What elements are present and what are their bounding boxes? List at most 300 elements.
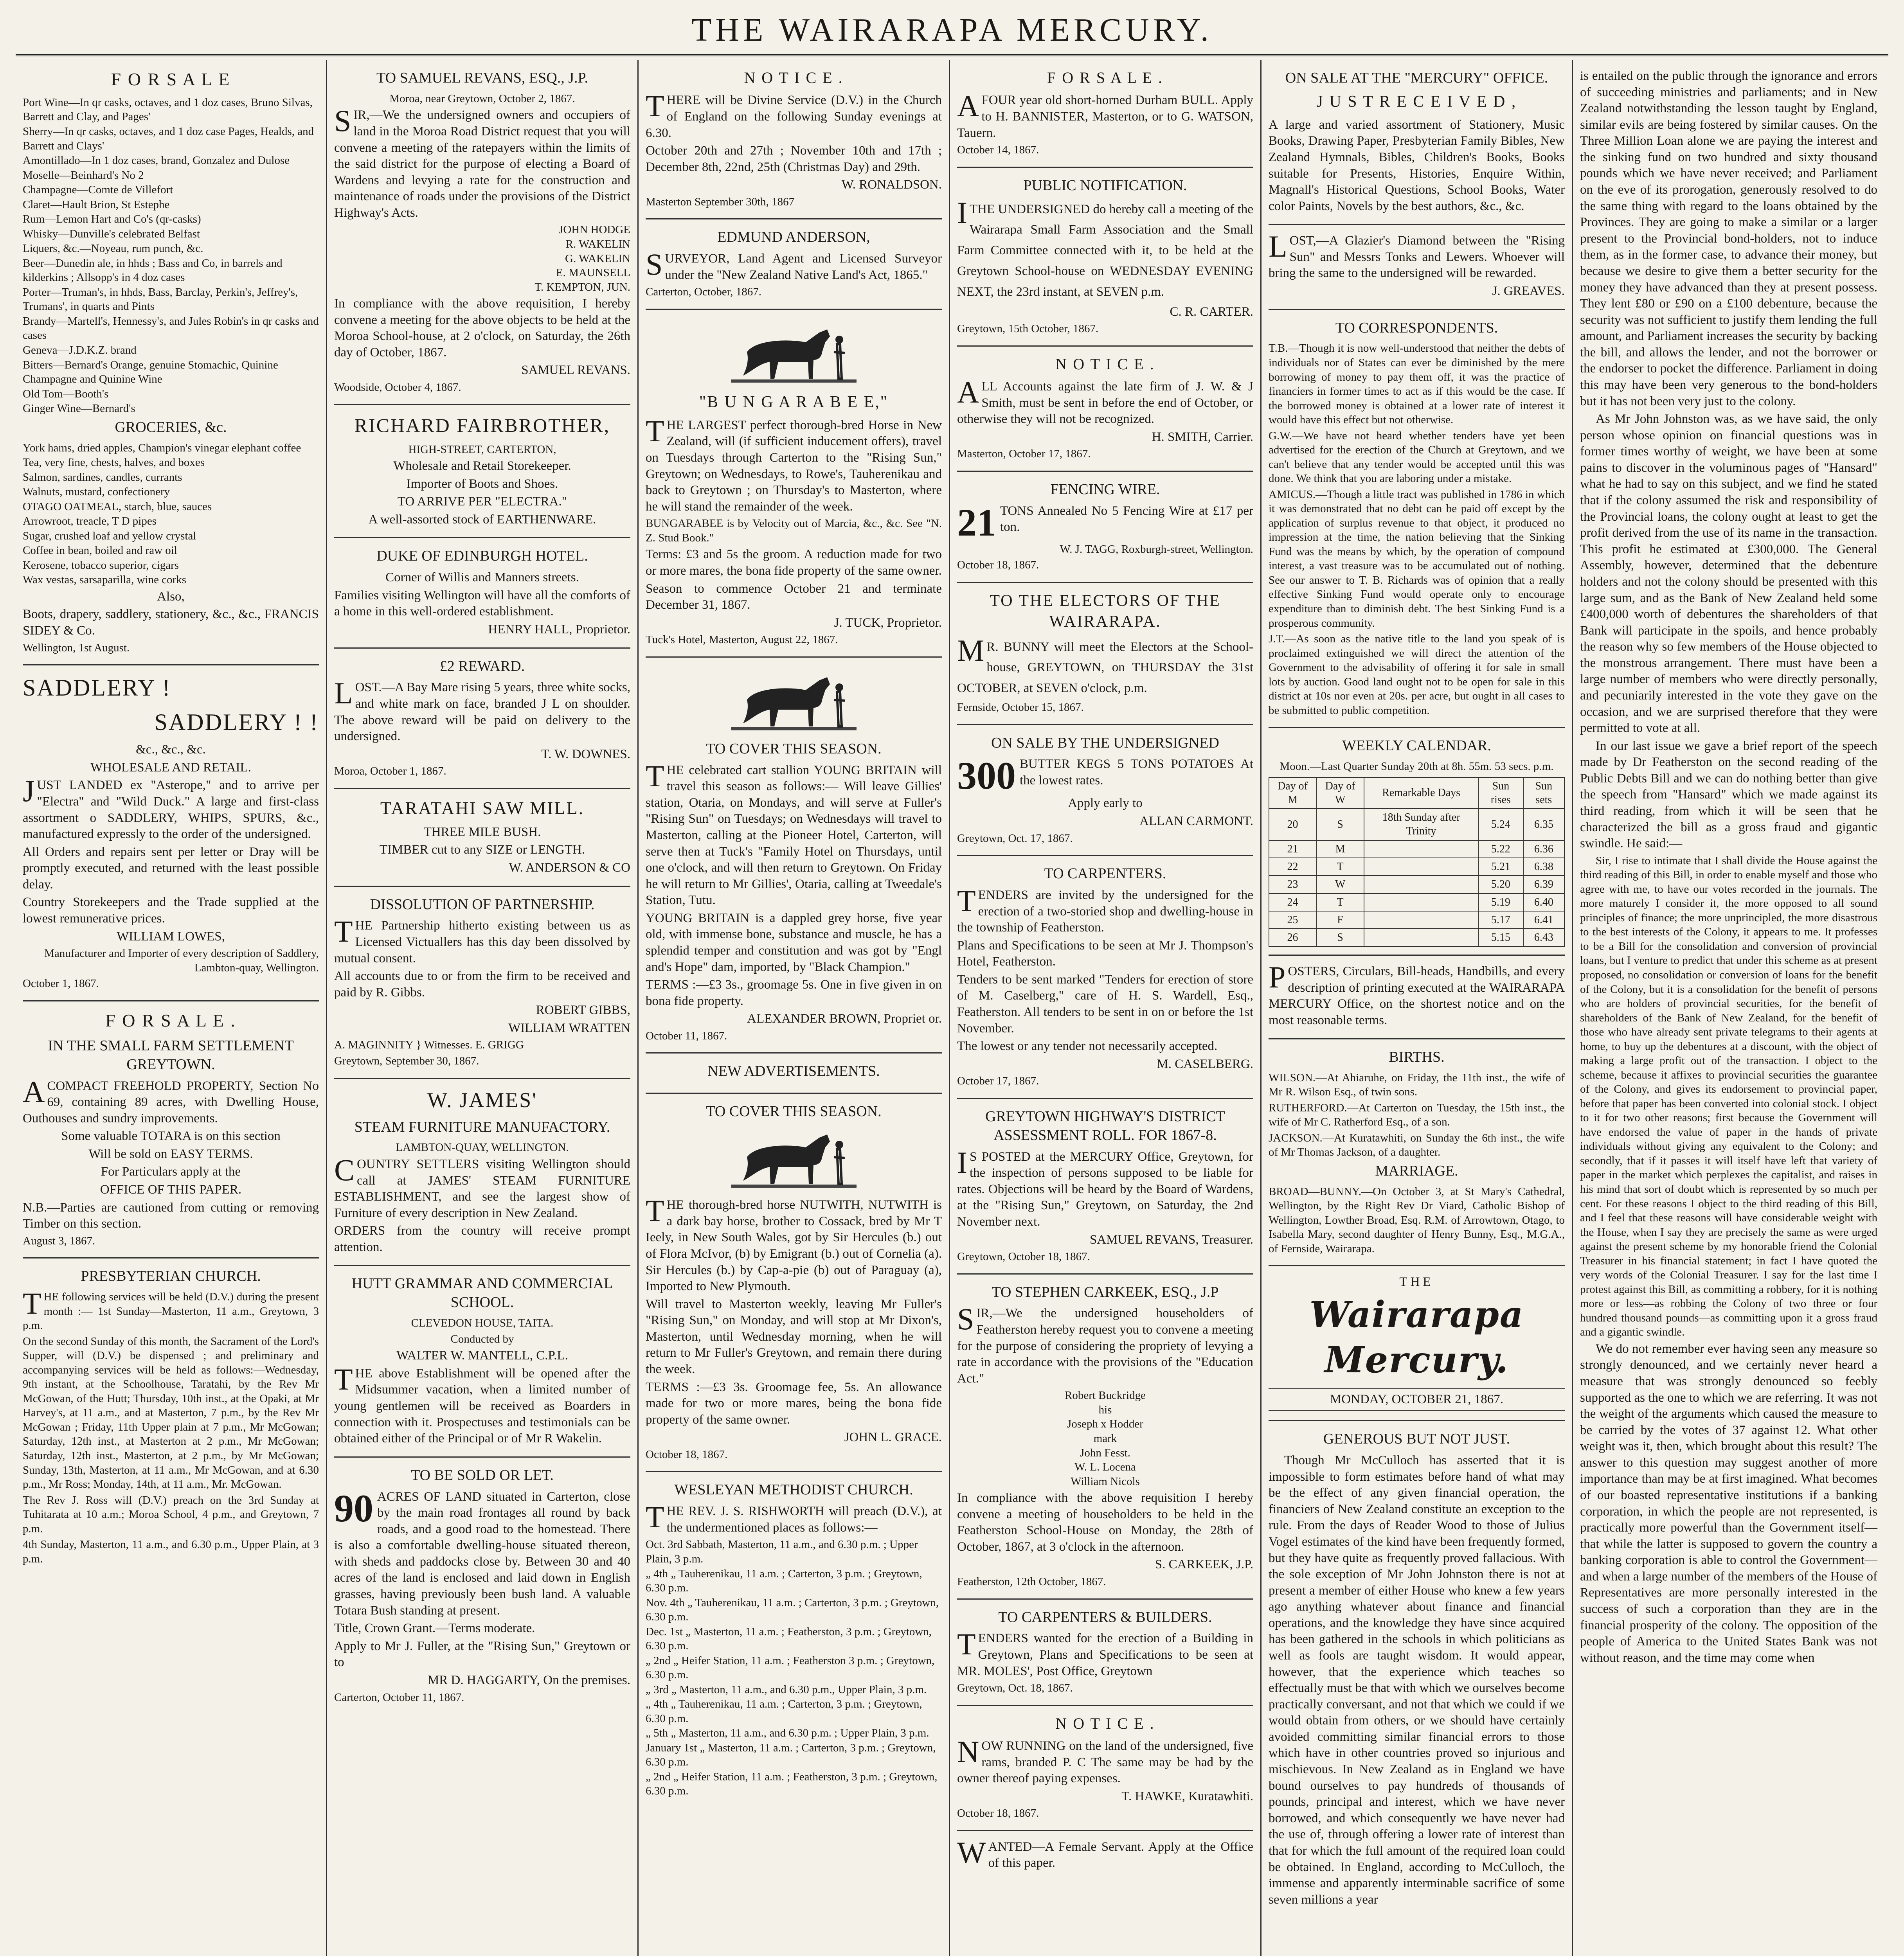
table-row xyxy=(1269,840,1564,858)
ad-text: ACRES OF LAND situated in Carterton, close by the main road frontages all round by back roads, and a good road to the homestead. There is also a comfortable dwelling-house situated thereon, with sheds and paddocks close by. Between 30 and 40 acres of the land is enclosed and laid down in English grasses, having previously been bush land. A valuable Totara Bush standing at present. xyxy=(334,1489,630,1618)
column-6 xyxy=(1573,60,1884,1956)
ad-subtitle: IN THE SMALL FARM SETTLEMENT GREYTOWN. xyxy=(48,1037,294,1073)
list-item: R. WAKELIN xyxy=(565,237,630,250)
list-item: T. KEMPTON, JUN. xyxy=(534,280,630,293)
column-5 xyxy=(1262,60,1573,1956)
ad-text: Terms: £3 and 5s the groom. A reduction made for two or more mares, the bona fide property of the same owner. xyxy=(646,547,942,578)
list-item: Oct. 3rd Sabbath, Masterton, 11 a.m., and 6.30 p.m. ; Upper Plain, 3 p.m. xyxy=(646,1538,918,1565)
ad-farm-sale xyxy=(23,1001,319,1258)
ad-text: In compliance with the above requisition I hereby convene a meeting of householders to be held in the Featherston School-House on Monday, the 28th of October, 1867, at 3 o'clock in the afternoon. xyxy=(957,1491,1253,1554)
ad-text: THE REV. J. S. RISHWORTH will preach (D.V.), at the undermentioned places as follows:— xyxy=(646,1500,942,1535)
list-item: Tea, very fine, chests, halves, and boxes xyxy=(23,456,205,469)
ad-title: TO SAMUEL REVANS, ESQ., J.P. xyxy=(376,70,588,86)
ad-text: JACKSON.—At Kuratawhiti, on Sunday the 6th inst., the wife of Mr Thomas Jackson, of a daughter. xyxy=(1269,1131,1565,1159)
ad-signature: JOHN L. GRACE. xyxy=(844,1430,942,1445)
ad-fairbrother xyxy=(334,405,630,539)
ad-text: October 20th and 27th ; November 10th and 17th ; December 8th, 22nd, 25th (Christmas Day) and 29th. xyxy=(646,144,942,174)
ad-text: SURVEYOR, Land Agent and Licensed Surveyor under the "New Zealand Native Land's Act, 1865." xyxy=(646,247,942,282)
table-cell: 18th Sunday after Trinity xyxy=(1364,809,1478,840)
ad-date: Featherston, 12th October, 1867. xyxy=(957,1575,1106,1588)
ad-title: DUKE OF EDINBURGH HOTEL. xyxy=(376,548,588,565)
ad-text: AFOUR year old short-horned Durham BULL. Apply to H. BANNISTER, Masterton, or to G. WATSON, Tauern. xyxy=(957,89,1253,140)
ad-carpenters xyxy=(957,856,1253,1099)
table-cell: 5.20 xyxy=(1478,876,1523,893)
ad-date: October 18, 1867. xyxy=(957,559,1039,572)
ad-text: JUST LANDED ex "Asterope," and to arrive per "Electra" and "Wild Duck." A large and first-class assortment o SADDLERY, WHIPS, SPURS, &c., manufactured expressly to the order of the undersigned. xyxy=(23,774,319,841)
ad-text: CLEVEDON HOUSE, TAITA. xyxy=(411,1317,554,1330)
ad-date: Tuck's Hotel, Masterton, August 22, 1867. xyxy=(646,633,838,646)
ad-presbyterian xyxy=(23,1258,319,1575)
ad-text: LOST,—A Glazier's Diamond between the "Rising Sun" and Messrs Tonks and Lewers. Whoever will bring the same to the undersigned will be rewarded. xyxy=(1269,229,1565,280)
ad-text: WALTER W. MANTELL, C.P.L. xyxy=(396,1348,568,1363)
ad-text: Wholesale and Retail Storekeeper. xyxy=(393,459,571,473)
ad-text: A large and varied assortment of Stationery, Music Books, Drawing Paper, Presbyterian Family Bibles, New Zealand Hymnals, Bibles, Children's Books, Books suitable for Presents, Histories, Enquire Within, Magnall's Historical Questions, School Books, Water color Paints, Novels by the best authors, &c., &c. xyxy=(1269,117,1565,213)
ad-text: ITHE UNDERSIGNED do hereby call a meeting of the Wairarapa Small Farm Association and the Small Farm Committee connected with it, to be held at the Greytown School-house on WEDNESDAY EVENING NEXT, the 23rd instant, at SEVEN p.m. xyxy=(957,195,1253,299)
ad-title: N O T I C E . xyxy=(744,69,844,86)
section-heading: BIRTHS. xyxy=(1389,1048,1445,1065)
list-item: „ 3rd „ Masterton, 11 a.m., and 6.30 p.m., Upper Plain, 3 p.m. xyxy=(646,1683,927,1696)
ad-electors xyxy=(957,583,1253,725)
calendar-table xyxy=(1269,777,1565,947)
big-number: 90 xyxy=(334,1486,373,1530)
ad-text: Conducted by xyxy=(450,1332,514,1345)
list-item: Sugar, crushed loaf and yellow crystal xyxy=(23,529,196,542)
correspondents xyxy=(1269,310,1565,728)
ad-title: W. JAMES' xyxy=(427,1088,537,1112)
table-cell: F xyxy=(1316,911,1364,929)
ad-signature: ROBERT GIBBS, xyxy=(536,1003,630,1018)
list-item: John Fesst. xyxy=(1080,1446,1130,1459)
ad-text: NOW RUNNING on the land of the undersigned, five rams, branded P. C The same may be had by the owner thereof paying expenses. xyxy=(957,1735,1253,1786)
ad-date: Masterton, October 17, 1867. xyxy=(957,448,1091,460)
wine-list xyxy=(23,95,319,416)
ad-text: Country Storekeepers and the Trade supplied at the lowest remunerative prices. xyxy=(23,895,319,926)
list-item: Geneva—J.D.K.Z. brand xyxy=(23,343,137,356)
ad-title: "B U N G A R A B E E," xyxy=(699,393,889,411)
horse-illustration-icon xyxy=(731,321,857,387)
list-item: Kerosene, tobacco superior, cigars xyxy=(23,559,179,572)
ad-text xyxy=(957,500,1253,544)
table-header: Day of M xyxy=(1269,777,1316,809)
ad-mercury-office xyxy=(1269,60,1565,225)
births-marriages xyxy=(1269,1039,1565,1267)
ad-text: BUTTER KEGS 5 TONS POTATOES At the lowest rates. xyxy=(1020,757,1253,787)
ad-text: Will travel to Masterton weekly, leaving Mr Fuller's "Rising Sun," on Monday, and will stop at Mr Dixon's, Masterton, until Wednesday morning, when he will return to Mr Fuller's Greytown, and remain there during the week. xyxy=(646,1297,942,1376)
ad-text: N.B.—Parties are cautioned from cutting or removing Timber on this section. xyxy=(23,1200,319,1231)
table-cell: 26 xyxy=(1269,929,1316,946)
grocery-list xyxy=(23,441,319,587)
ad-signature: C. R. CARTER. xyxy=(1170,304,1253,319)
ad-signature: MR D. HAGGARTY, On the premises. xyxy=(427,1673,630,1687)
ad-wines xyxy=(23,60,319,665)
table-cell xyxy=(1364,894,1478,911)
ad-text: In compliance with the above requisition, I hereby convene a meeting for the above objects to be held at the Moroa School-house, at 2 o'clock, on Saturday, the 26th day of October, 1867. xyxy=(334,297,630,360)
ad-text: For Particulars apply at the xyxy=(101,1165,241,1179)
list-item: „ 2nd „ Heifer Station, 11 a.m. ; Featherston 3 p.m. ; Greytown, 6.30 p.m. xyxy=(646,1654,935,1681)
ad-title: DISSOLUTION OF PARTNERSHIP. xyxy=(370,896,595,913)
ad-subtitle: THREE MILE BUSH. xyxy=(423,825,541,839)
table-cell: 6.38 xyxy=(1523,858,1564,876)
ad-date: October 11, 1867. xyxy=(646,1029,727,1042)
editorial-text: As Mr John Johnston was, as we have said, the only person whose opinion on financial questions was in former times worthy of weight, we have been at some pains to discover in the voluminous pages of "Hansard" what he had to say on this subject, and we find he stated that if the colony assumed the risk and responsibility of the Provincial loans, the colony ought at least to get the profit derived from the use of its name in the transaction. This profit he estimated at £300,000. The General Assembly, however, determined that the debenture holders and not the colony should be presented with this large sum, and as the Bank of New Zealand held some £400,000 worth of debentures the shareholders of that Bank will participate in the spoils, and hence probably the reason why so few members of the House objected to the monstrous arrangement. There must have been a large number of members who were directly personally, and pecuniarily interested in the vote they gave on the occasion, and we are surprised therefore that they were permitted to vote at all. xyxy=(1580,412,1877,735)
service-list xyxy=(646,1537,942,1798)
ad-title: PRESBYTERIAN CHURCH. xyxy=(81,1268,261,1285)
columns xyxy=(16,60,1888,1956)
list-item: York hams, dried apples, Champion's vinegar elephant coffee xyxy=(23,441,301,454)
table-cell xyxy=(1364,929,1478,946)
table-row xyxy=(1269,894,1564,911)
table-header: Sun sets xyxy=(1523,777,1564,809)
ad-text: WHOLESALE AND RETAIL. xyxy=(90,760,251,775)
table-cell: 6.35 xyxy=(1523,809,1564,840)
list-item: Port Wine—In qr casks, octaves, and 1 doz cases, Bruno Silvas, Barrett and Clay, and Pages' xyxy=(23,96,313,123)
ad-text: T.B.—Though it is now well-understood that neither the debts of individuals nor of States can ever be diminished by the mere borrowing of money to pay them off, it was the practice of financiers in former times to act as if this would be the case. If the borrowed money is obtained at a lower rate of interest it would have this effect but not otherwise. xyxy=(1269,342,1565,426)
ad-new-advertisements xyxy=(646,1054,942,1094)
list-item: his xyxy=(1098,1403,1112,1416)
ad-text: The lowest or any tender not necessarily accepted. xyxy=(957,1039,1218,1054)
ad-text: Plans and Specifications to be seen at Mr J. Thompson's Hotel, Featherston. xyxy=(957,938,1253,969)
list-item: mark xyxy=(1093,1432,1117,1445)
list-item: Bitters—Bernard's Orange, genuine Stomachic, Quinine Champagne and Quinine Wine xyxy=(23,358,278,386)
ad-text: Moroa, near Greytown, October 2, 1867. xyxy=(389,92,575,105)
table-row xyxy=(1269,876,1564,893)
ad-title: F O R S A L E . xyxy=(1047,69,1163,86)
ad-title: TO COVER THIS SEASON. xyxy=(706,1103,882,1120)
ad-wesleyan xyxy=(646,1472,942,1807)
table-cell: W xyxy=(1316,876,1364,893)
ad-signature: ALEXANDER BROWN, Propriet or. xyxy=(747,1012,942,1026)
list-item: Porter—Truman's, in hhds, Bass, Barclay, Perkin's, Jeffrey's, Trumans', in quarts and Pints xyxy=(23,286,298,313)
list-item: Liquers, &c.—Noyeau, rum punch, &c. xyxy=(23,242,203,255)
ad-title: F O R S A L E . xyxy=(105,1010,236,1030)
ad-text: Season to commence October 21 and terminate December 31, 1867. xyxy=(646,581,942,612)
ad-text: G.W.—We have not heard whether tenders have yet been advertised for the erection of the Church at Greytown, and we can't believe that any tender would be accepted until this was done. We think that you are laboring under a mistake. xyxy=(1269,429,1565,485)
ad-title: TO BE SOLD OR LET. xyxy=(411,1467,554,1483)
list-item: Moselle—Beinhard's No 2 xyxy=(23,169,144,182)
ad-text: COUNTRY SETTLERS visiting Wellington should call at JAMES' STEAM FURNITURE ESTABLISHMENT, and see the largest show of Furniture of every description in New Zealand. xyxy=(334,1152,630,1220)
table-cell: 6.41 xyxy=(1523,911,1564,929)
column-3 xyxy=(639,60,950,1956)
ad-text: MR. BUNNY will meet the Electors at the School-house, GREYTOWN, on THURSDAY the 31st OCTOBER, at SEVEN o'clock, p.m. xyxy=(957,633,1253,696)
big-number: 300 xyxy=(957,754,1016,798)
list-item: JOHN HODGE xyxy=(559,223,630,236)
ad-title: TO CARPENTERS & BUILDERS. xyxy=(998,1609,1212,1625)
column-2 xyxy=(327,60,639,1956)
list-item: Sherry—In qr casks, octaves, and 1 doz case Pages, Healds, and Barrett and Clays' xyxy=(23,125,314,152)
editorial-text: In our last issue we gave a brief report of the speech made by Dr Featherston on the second reading of the Public Debts Bill and we can do nothing better than give the speech from "Hansard" which we made against its third reading, from which it will be seen that he characterized the bill as a gross fraud and gigantic swindle. He said:— xyxy=(1580,739,1877,851)
ad-title: EDMUND ANDERSON, xyxy=(717,229,870,246)
editorial xyxy=(1269,1421,1565,1917)
ad-text: ORDERS from the country will receive prompt attention. xyxy=(334,1224,630,1254)
table-row xyxy=(1269,911,1564,929)
ad-text: SIR,—We the undersigned owners and occupiers of land in the Moroa Road District request that you will convene a meeting of the ratepayers within the limits of the said district for the purpose of electing a Board of Wardens and levying a rate for the construction and maintenance of roads under the provisions of the District Highway's Acts. xyxy=(334,104,630,220)
table-cell xyxy=(1364,858,1478,876)
ad-signature: M. CASELBERG. xyxy=(1157,1057,1253,1071)
ad-title: TO THE ELECTORS OF THE WAIRARAPA. xyxy=(990,591,1221,631)
column-4 xyxy=(950,60,1262,1956)
list-item: January 1st „ Masterton, 11 a.m. ; Carterton, 3 p.m. ; Greytown, 6.30 p.m. xyxy=(646,1741,936,1769)
table-cell: 5.15 xyxy=(1478,929,1523,946)
ad-saw-mill xyxy=(334,789,630,887)
ad-title: SADDLERY ! xyxy=(23,675,171,701)
ad-text: On the second Sunday of this month, the Sacrament of the Lord's Supper, will (D.V.) be dispensed ; and preliminary and accompanying services will be held as follows:—Wednesday, 9th instant, at the Schoolhouse, Taratahi, by the Rev Mr McGowan, of the Hutt; Thursday, 10th inst., at the Opaki, at Mr Harvey's, at 11 a.m., and at Masterton, 7 p.m., by the Rev Mr McGowan ; Friday, 11th Upper plain at 7 p.m., Mr McGowan; Saturday, 12th inst., at Masterton at 2 p.m., Mr McGowan; Saturday, 12th inst., Masterton, at 2 p.m., by Mr McGowan; Sunday, 13th, Masterton, at 11 a.m., Mr McGowan, and at 6.30 p.m., Mr Ross; Monday, 14th, at 11 a.m., Mr. McGowan. xyxy=(23,1335,319,1491)
ad-text: TIMBER cut to any SIZE or LENGTH. xyxy=(379,843,585,857)
ad-title: N O T I C E . xyxy=(1055,1714,1155,1732)
ad-title: N O T I C E . xyxy=(1055,355,1155,373)
ad-revans xyxy=(334,60,630,405)
ad-date: Greytown, 15th October, 1867. xyxy=(957,322,1099,335)
ad-title: RICHARD FAIRBROTHER, xyxy=(354,414,610,436)
ad-date: October 14, 1867. xyxy=(957,144,1039,156)
ad-text: TO ARRIVE PER "ELECTRA." xyxy=(397,494,567,509)
ad-fencing-wire xyxy=(957,472,1253,583)
ad-signature: WILLIAM WRATTEN xyxy=(508,1021,630,1035)
paper-title: Wairarapa Mercury. xyxy=(1309,1293,1524,1381)
list-item: Rum—Lemon Hart and Co's (qr-casks) xyxy=(23,213,201,226)
ad-nutwith xyxy=(646,1094,942,1472)
table-row xyxy=(1269,929,1564,946)
ad-text: THE following services will be held (D.V.) during the present month :— 1st Sunday—Masterton, 11 a.m., Greytown, 3 p.m. xyxy=(23,1286,319,1332)
ad-date: Carterton, October 11, 1867. xyxy=(334,1691,464,1704)
ad-date: Woodside, October 4, 1867. xyxy=(334,381,461,394)
horse-illustration-icon xyxy=(731,669,857,735)
ad-signature: SAMUEL REVANS. xyxy=(521,363,630,378)
section-heading: TO CORRESPONDENTS. xyxy=(1335,319,1498,336)
ad-text: Manufacturer and Importer of every description of Saddlery, Lambton-quay, Wellington. xyxy=(44,947,319,974)
table-cell: 5.17 xyxy=(1478,911,1523,929)
ad-text: All Orders and repairs sent per letter or Dray will be promptly executed, and returned with the least possible delay. xyxy=(23,845,319,892)
ad-saddlery xyxy=(23,665,319,1001)
ad-text: THE Partnership hitherto existing between us as Licensed Victuallers has this day been dissolved by mutual consent. xyxy=(334,914,630,965)
big-number: 21 xyxy=(957,500,996,544)
ad-text xyxy=(957,754,1253,798)
ad-signature: W. J. TAGG, Roxburgh-street, Wellington. xyxy=(1060,543,1253,556)
table-cell: S xyxy=(1316,929,1364,946)
table-row xyxy=(1269,858,1564,876)
ad-date: Greytown, September 30, 1867. xyxy=(334,1055,479,1067)
table-cell: 5.21 xyxy=(1478,858,1523,876)
list-item: Salmon, sardines, candles, currants xyxy=(23,471,182,484)
list-item: Wax vestas, sarsaparilla, wine corks xyxy=(23,573,187,586)
ad-signature: T. W. DOWNES. xyxy=(541,747,630,761)
table-row xyxy=(1269,809,1564,840)
masthead-rule xyxy=(16,54,1888,56)
list-item: Robert Buckridge xyxy=(1065,1389,1146,1402)
ad-james-furniture xyxy=(334,1079,630,1266)
table-cell: 23 xyxy=(1269,876,1316,893)
ad-title: TO STEPHEN CARKEEK, ESQ., J.P xyxy=(992,1284,1219,1300)
ad-date: Masterton September 30th, 1867 xyxy=(646,195,795,208)
section-heading: NEW ADVERTISEMENTS. xyxy=(707,1063,880,1080)
ad-text: The Rev J. Ross will (D.V.) preach on the 3rd Sunday at Tuhitarata at 10 a.m.; Moroa School, 4 p.m., and Greytown, 7 p.m. xyxy=(23,1494,319,1535)
table-header-row xyxy=(1269,777,1564,809)
editorial-masthead xyxy=(1269,1266,1565,1421)
table-cell: 24 xyxy=(1269,894,1316,911)
ad-date: Fernside, October 15, 1867. xyxy=(957,701,1084,714)
ad-subtitle: STEAM FURNITURE MANUFACTORY. xyxy=(354,1118,610,1135)
ad-text: YOUNG BRITAIN is a dappled grey horse, five year old, with immense bone, substance and muscle, he has a splendid temper and constitution and was got by "Engl and's Hope" dam, imported, by "Black Champion." xyxy=(646,911,942,974)
ad-bull-sale xyxy=(957,60,1253,168)
list-item: „ 5th „ Masterton, 11 a.m., and 6.30 p.m. ; Upper Plain, 3 p.m. xyxy=(646,1727,929,1740)
ad-text: WILSON.—At Ahiaruhe, on Friday, the 11th inst., the wife of Mr R. Wilson Esq., of twin sons. xyxy=(1269,1071,1565,1098)
ad-signature: W. RONALDSON. xyxy=(841,178,942,192)
editorial-text: We do not remember ever having seen any measure so strongly denounced, and we certainly never heard a measure that was strongly denounced so feebly supported as the one to which we are referring. It was not the weight of the arguments which caused the measure to be carried by the votes of 37 against 12. What other weight was it, then, which brought about this result? The answer to this question may suggest another of more importance than may be at first imagined. What becomes of our boasted representative institutions if a banking corporation, in which the people are not represented, is practically more powerful than the Government itself—that while the latter is supposed to govern the country a banking corporation is able to control the Government—and when a large number of the members of the House of Representatives are more personally interested in the success of such a corporation than they are in the financial prosperity of the colony. The opposition of the people of America to the United States Bank was not without reason, and the time may come when xyxy=(1580,1341,1877,1665)
ad-date: Greytown, Oct. 17, 1867. xyxy=(957,832,1073,845)
section-heading: GROCERIES, &c. xyxy=(115,419,227,435)
ad-title: TO CARPENTERS. xyxy=(1044,865,1166,882)
ad-butter-kegs xyxy=(957,725,1253,856)
ad-subtitle: J U S T R E C E I V E D , xyxy=(1316,92,1517,111)
table-cell: 20 xyxy=(1269,809,1316,840)
ad-text: Some valuable TOTARA is on this section xyxy=(61,1129,281,1143)
ad-signature: HENRY HALL, Proprietor. xyxy=(488,622,630,636)
ad-text: TENDERS are invited by the undersigned for the erection of a two-storied shop and dwelling-house in the township of Featherston. xyxy=(957,883,1253,935)
ad-land-sale xyxy=(334,1458,630,1714)
ad-text: Will be sold on EASY TERMS. xyxy=(88,1147,253,1161)
ad-text: TERMS :—£3 3s., groomage 5s. One in five given in on bona fide property. xyxy=(646,978,942,1008)
ad-reward xyxy=(334,649,630,789)
ad-text: Apply early to xyxy=(1068,796,1143,811)
list-item: Champagne—Comte de Villefort xyxy=(23,183,173,196)
list-item: „ 4th „ Tauherenikau, 11 a.m. ; Carterton, 3 p.m. ; Greytown, 6.30 p.m. xyxy=(646,1567,922,1595)
table-cell: M xyxy=(1316,840,1364,858)
list-item: Old Tom—Booth's xyxy=(23,387,109,400)
ad-notice-rams xyxy=(957,1706,1253,1831)
ad-date: Carterton, October, 1867. xyxy=(646,286,762,298)
ad-young-britain xyxy=(646,658,942,1054)
table-cell: 6.39 xyxy=(1523,876,1564,893)
table-cell: 5.22 xyxy=(1478,840,1523,858)
ad-signature: J. GREAVES. xyxy=(1492,284,1565,298)
ad-text: OFFICE OF THIS PAPER. xyxy=(100,1182,242,1197)
ad-text: All accounts due to or from the firm to be received and paid by R. Gibbs. xyxy=(334,969,630,1000)
ad-text: THE above Establishment will be opened after the Midsummer vacation, when a limited number of young gentlemen will be received as Boarders in connection with it. Prospectuses and testimonials can be obtained either of the Principal or of Mr R Wakelin. xyxy=(334,1362,630,1446)
ad-signature: ALLAN CARMONT. xyxy=(1139,814,1253,828)
ad-signature: H. SMITH, Carrier. xyxy=(1152,430,1253,444)
ad-text: 4th Sunday, Masterton, 11 a.m., and 6.30 p.m., Upper Plain, at 3 p.m. xyxy=(23,1538,319,1565)
ad-title: PUBLIC NOTIFICATION. xyxy=(1023,177,1187,194)
list-item: Coffee in bean, boiled and raw oil xyxy=(23,544,177,557)
ad-title: £2 REWARD. xyxy=(439,658,525,674)
ad-subtitle: HIGH-STREET, CARTERTON, xyxy=(408,443,556,456)
ad-title: TO COVER THIS SEASON. xyxy=(706,740,882,757)
ad-text: Boots, drapery, saddlery, stationery, &c., &c., FRANCIS SIDEY & Co. xyxy=(23,607,319,638)
table-cell: T xyxy=(1316,894,1364,911)
ad-text: BROAD—BUNNY.—On October 3, at St Mary's Cathedral, Wellington, by the Right Rev Dr Viard, Catholic Bishop of Wellington, Lowther Broad, Esq. R.M. of Arrowtown, Otago, to Isabella Mary, second daughter of Henry Bunny, Esq., M.G.A., of Fernside, Wairarapa. xyxy=(1269,1185,1565,1255)
section-heading: WEEKLY CALENDAR. xyxy=(1342,737,1492,754)
editorial-text: Though Mr McCulloch has asserted that it is impossible to form estimates before hand of what may be the effect of any given financial operation, the financiers of New Zealand constitute an exception to the rule. From the days of Reader Wood to those of Julius Vogel estimates of the kind have been frequently formed, but they have quite as frequently proved fallacious. With the sole exception of Mr John Johnston there is not at present a member of either House who knew a few years ago anything whatever about finance and financial operations, and the knowledge they have since acquired has been gathered in the schools in which politicians as well as fools are taught wisdom. It would appear, however, that the experience which teaches so effectually must be that with which we ourselves become practically conversant, and not that which we could if we would obtain from others, or we should have certainly avoided committing similar financial errors to those which have in other countries proved so injurious and mischievous. In New Zealand as in England we have bound ourselves to pay hundreds of thousands of pounds, principal and interest, which we have never borrowed, and which consequently we have never had the use of, through offering a lower rate of interest than that for which the full amount of the required loan could be obtained. In England, according to McCulloch, the immense and apparently interminable sacrifice of some seven millions a year xyxy=(1269,1453,1565,1907)
ad-text: Also, xyxy=(157,589,185,604)
table-cell: 5.24 xyxy=(1478,809,1523,840)
table-header: Day of W xyxy=(1316,777,1364,809)
list-item: Dec. 1st „ Masterton, 11 a.m. ; Featherston, 3 p.m. ; Greytown, 6.30 p.m. xyxy=(646,1625,932,1652)
moon-phase: Moon.—Last Quarter Sunday 20th at 8h. 55m. 53 secs. p.m. xyxy=(1280,760,1554,773)
list-item: Amontillado—In 1 doz cases, brand, Gonzalez and Dulose xyxy=(23,154,290,167)
ad-title: TARATAHI SAW MILL. xyxy=(380,798,585,818)
ad-signature: T. HAWKE, Kuratawhiti. xyxy=(1121,1789,1253,1803)
ad-signature: S. CARKEEK, J.P. xyxy=(1155,1557,1253,1572)
list-item: „ 4th „ Tauherenikau, 11 a.m. ; Carterton, 3 p.m. ; Greytown, 6.30 p.m. xyxy=(646,1698,922,1725)
ad-lost-diamond xyxy=(1269,225,1565,310)
ad-signature: WILLIAM LOWES, xyxy=(117,929,225,944)
table-cell: 22 xyxy=(1269,858,1316,876)
ad-signature: J. TUCK, Proprietor. xyxy=(834,615,942,630)
section-heading: MARRIAGE. xyxy=(1375,1162,1458,1179)
list-item: E. MAUNSELL xyxy=(556,266,630,279)
table-cell xyxy=(1364,876,1478,893)
table-cell: 6.43 xyxy=(1523,929,1564,946)
list-item: Brandy—Martell's, Hennessy's, and Jules Robin's in qr casks and cases xyxy=(23,315,319,342)
table-cell: S xyxy=(1316,809,1364,840)
ad-date: August 3, 1867. xyxy=(23,1234,95,1247)
signature-list xyxy=(334,223,630,294)
table-cell: 6.36 xyxy=(1523,840,1564,858)
ad-wanted xyxy=(957,1831,1253,1881)
ad-date: October 18, 1867. xyxy=(957,1807,1039,1820)
masthead: THE WAIRARAPA MERCURY. xyxy=(691,12,1213,48)
ad-text: BUNGARABEE is by Velocity out of Marcia, &c., &c. See "N. Z. Stud Book." xyxy=(646,517,942,544)
list-item: Whisky—Dunville's celebrated Belfast xyxy=(23,227,200,240)
list-item: Arrowroot, treacle, T D pipes xyxy=(23,515,157,528)
ad-dissolution xyxy=(334,887,630,1079)
list-item: G. WAKELIN xyxy=(565,252,630,265)
table-cell: 5.19 xyxy=(1478,894,1523,911)
table-cell: 6.40 xyxy=(1523,894,1564,911)
ad-title: WESLEYAN METHODIST CHURCH. xyxy=(674,1481,913,1498)
ad-carkeek xyxy=(957,1275,1253,1600)
ad-signature: SAMUEL REVANS, Treasurer. xyxy=(1089,1232,1253,1247)
ad-notice-church xyxy=(646,60,942,219)
table-cell xyxy=(1364,840,1478,858)
editorial-text: is entailed on the public through the ignorance and errors of succeeding ministries and parliaments; and in New Zealand notwithstanding the lesson taught by England, similar evils are being fostered by similar causes. On the Three Million Loan alone we are paying the interest and the sinking fund on two hundred and sixty thousand pounds which we have never received; and Parliament on the eve of its prorogation, generously resolved to do the same thing with regard to the loans obtained by the Provinces. They are going to make a similar or a larger present to the Provincial bond-holders, not to induce them, as in the former case, to advance their money, but because we desire to give them a better security for the money they have advanced than they at present possess. They lent £80 or £90 on a £100 debenture, because the security was not sufficient to justify them lending the full amount, and Parliament increases the security by backing the bill, and allows the lender, and not the borrower or the endorser to pocket the difference. Parliament in doing this may have been very generous to the bond-holders but it has not been very just to the colony. xyxy=(1580,69,1877,408)
ad-date: Greytown, Oct. 18, 1867. xyxy=(957,1682,1073,1695)
ad-title: HUTT GRAMMAR AND COMMERCIAL SCHOOL. xyxy=(351,1275,613,1311)
table-cell: 25 xyxy=(1269,911,1316,929)
ad-text: LOST.—A Bay Mare rising 5 years, three white socks, and white mark on face, branded J L on shoulder. The above reward will be paid on delivery to the undersigned. xyxy=(334,676,630,744)
ad-text: Importer of Boots and Shoes. xyxy=(406,476,558,491)
ad-signature: W. ANDERSON & CO xyxy=(509,860,630,875)
ad-text: RUTHERFORD.—At Carterton on Tuesday, the 15th inst., the wife of Mr C. Ratherford Esq., of a son. xyxy=(1269,1101,1565,1129)
ad-text xyxy=(334,1486,630,1619)
ad-notice-smith xyxy=(957,347,1253,472)
table-header: Remarkable Days xyxy=(1364,777,1478,809)
list-item: William Nicols xyxy=(1071,1475,1140,1488)
ad-text: THERE will be Divine Service (D.V.) in the Church of England on the following Sunday evenings at 6.30. xyxy=(646,89,942,140)
table-cell: T xyxy=(1316,858,1364,876)
ad-subtitle: Corner of Willis and Manners streets. xyxy=(385,570,579,585)
ad-title: SADDLERY ! ! xyxy=(154,709,319,735)
ad-text: THE celebrated cart stallion YOUNG BRITAIN will travel this season as follows:— Will leave Gillies' station, Otaria, on Mondays, and will serve at Fuller's "Rising Sun" on Tuesdays; on Wednesdays will travel to Masterton, calling at the Pioneer Hotel, Carterton, will serve then at Tuck's "Family Hotel on Thursdays, until one o'clock, and will then return to Greytown. On Friday he will return to Mr Gillies', Otaria, calling at Tweedale's Station, Tutu. xyxy=(646,759,942,908)
ad-date: Moroa, October 1, 1867. xyxy=(334,765,446,778)
list-item: W. L. Locena xyxy=(1074,1461,1136,1474)
ad-text: J.T.—As soon as the native title to the land you speak of is proclaimed extinguished we will direct the attention of the Government to the advisability of offering it for sale in small lots by auction. Good land ought not to be open for sale in this district at 10s nor even at 20s. per acre, but ought in all cases to be submitted to public competition. xyxy=(1269,633,1565,717)
ad-date: October 17, 1867. xyxy=(957,1075,1039,1088)
editorial-title: GENEROUS BUT NOT JUST. xyxy=(1323,1431,1510,1447)
list-item: Beer—Dunedin ale, in hhds ; Bass and Co, in barrels and kilderkins ; Allsopp's in 4 doz cases xyxy=(23,257,283,284)
ad-text: WANTED—A Female Servant. Apply at the Office of this paper. xyxy=(957,1835,1253,1870)
ad-title: FENCING WIRE. xyxy=(1050,481,1160,498)
ad-text: A well-assorted stock of EARTHENWARE. xyxy=(368,512,596,527)
ad-date: Greytown, October 18, 1867. xyxy=(957,1250,1090,1263)
ad-text: SIR,—We the undersigned householders of Featherston hereby request you to convene a meeting for the purpose of considering the propriety of levying a rate in accordance with the provisions of the "Education Act." xyxy=(957,1302,1253,1386)
ad-text: Apply to Mr J. Fuller, at the "Rising Sun," Greytown or to xyxy=(334,1639,630,1670)
table-cell xyxy=(1364,911,1478,929)
ad-text: TONS Annealed No 5 Fencing Wire at £17 per ton. xyxy=(1000,503,1253,534)
column-1 xyxy=(16,60,327,1956)
ad-text: TERMS :—£3 3s. Groomage fee, 5s. An allowance made for two or more mares, being the bona fide property of the same owner. xyxy=(646,1380,942,1427)
table-header: Sun rises xyxy=(1478,777,1523,809)
ad-title: ON SALE BY THE UNDERSIGNED xyxy=(991,734,1219,751)
